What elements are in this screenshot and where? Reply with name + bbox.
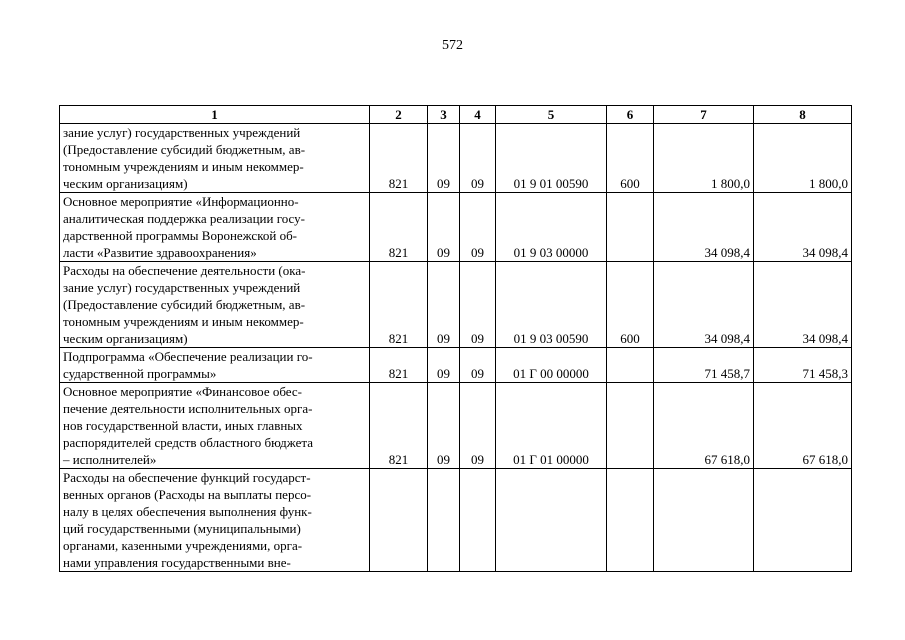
table-row [60,469,852,572]
name-line: аналитическая поддержка реализации госу- [63,211,305,226]
cell-amount-2: 71 458,3 [754,348,852,383]
name-line: тономным учреждениям и иным некоммер- [63,159,304,174]
cell-section: 09 [428,124,460,193]
cell-ministry: 821 [370,348,428,383]
cell-target-code [496,469,607,572]
name-line: Расходы на обеспечение функций государст- [63,470,311,485]
cell-expense-type [607,469,654,572]
name-line: ций государственными (муниципальными) [63,521,301,536]
name-line: зание услуг) государственных учреждений [63,280,301,295]
header-cell-7: 7 [654,106,754,124]
name-line: печение деятельности исполнительных орга- [63,401,313,416]
name-line: венных органов (Расходы на выплаты персо- [63,487,312,502]
table-row [60,348,852,383]
row-name [60,124,370,193]
cell-expense-type [607,383,654,469]
cell-target-code: 01 Г 01 00000 [496,383,607,469]
cell-expense-type [607,193,654,262]
name-line: дарственной программы Воронежской об- [63,228,298,243]
name-line: ческим организациям) [63,176,188,191]
cell-amount-2: 34 098,4 [754,193,852,262]
table-row [60,124,852,193]
name-line: распорядителей средств областного бюджета [63,435,313,450]
cell-section: 09 [428,193,460,262]
name-line: ласти «Развитие здравоохранения» [63,245,257,260]
table-row [60,383,852,469]
cell-amount-2: 67 618,0 [754,383,852,469]
header-cell-4: 4 [460,106,496,124]
cell-subsection [460,469,496,572]
cell-amount-1: 1 800,0 [654,124,754,193]
name-line: (Предоставление субсидий бюджетным, ав- [63,297,306,312]
cell-amount-2: 1 800,0 [754,124,852,193]
name-line: нами управления государственными вне- [63,555,291,570]
header-cell-1: 1 [60,106,370,124]
cell-subsection: 09 [460,383,496,469]
cell-amount-1: 34 098,4 [654,262,754,348]
header-cell-3: 3 [428,106,460,124]
table-row [60,193,852,262]
header-row [60,106,852,124]
budget-table [59,105,852,572]
name-line: (Предоставление субсидий бюджетным, ав- [63,142,306,157]
name-line: ческим организациям) [63,331,188,346]
name-line: Расходы на обеспечение деятельности (ока- [63,263,306,278]
cell-expense-type: 600 [607,262,654,348]
name-line: Основное мероприятие «Финансовое обес- [63,384,302,399]
row-name [60,348,370,383]
cell-subsection: 09 [460,193,496,262]
row-name [60,262,370,348]
cell-amount-1: 34 098,4 [654,193,754,262]
cell-amount-2: 34 098,4 [754,262,852,348]
cell-expense-type [607,348,654,383]
row-name [60,383,370,469]
header-cell-8: 8 [754,106,852,124]
cell-section: 09 [428,383,460,469]
name-line: нов государственной власти, иных главных [63,418,303,433]
row-name [60,469,370,572]
cell-amount-1: 71 458,7 [654,348,754,383]
cell-target-code: 01 9 03 00000 [496,193,607,262]
cell-target-code: 01 9 03 00590 [496,262,607,348]
cell-section: 09 [428,348,460,383]
cell-ministry [370,469,428,572]
table-row [60,262,852,348]
name-line: сударственной программы» [63,366,217,381]
cell-subsection: 09 [460,262,496,348]
name-line: зание услуг) государственных учреждений [63,125,301,140]
cell-section [428,469,460,572]
cell-subsection: 09 [460,348,496,383]
cell-amount-1 [654,469,754,572]
name-line: – исполнителей» [63,452,157,467]
page-number: 572 [442,38,463,53]
cell-target-code: 01 9 01 00590 [496,124,607,193]
cell-section: 09 [428,262,460,348]
name-line: органами, казенными учреждениями, орга- [63,538,303,553]
header-cell-2: 2 [370,106,428,124]
header-cell-5: 5 [496,106,607,124]
name-line: Подпрограмма «Обеспечение реализации го- [63,349,313,364]
cell-ministry: 821 [370,383,428,469]
cell-target-code: 01 Г 00 00000 [496,348,607,383]
cell-expense-type: 600 [607,124,654,193]
cell-amount-1: 67 618,0 [654,383,754,469]
cell-ministry: 821 [370,124,428,193]
header-cell-6: 6 [607,106,654,124]
name-line: тономным учреждениям и иным некоммер- [63,314,304,329]
cell-amount-2 [754,469,852,572]
row-name [60,193,370,262]
cell-subsection: 09 [460,124,496,193]
name-line: налу в целях обеспечения выполнения функ- [63,504,312,519]
cell-ministry: 821 [370,193,428,262]
name-line: Основное мероприятие «Информационно- [63,194,299,209]
cell-ministry: 821 [370,262,428,348]
